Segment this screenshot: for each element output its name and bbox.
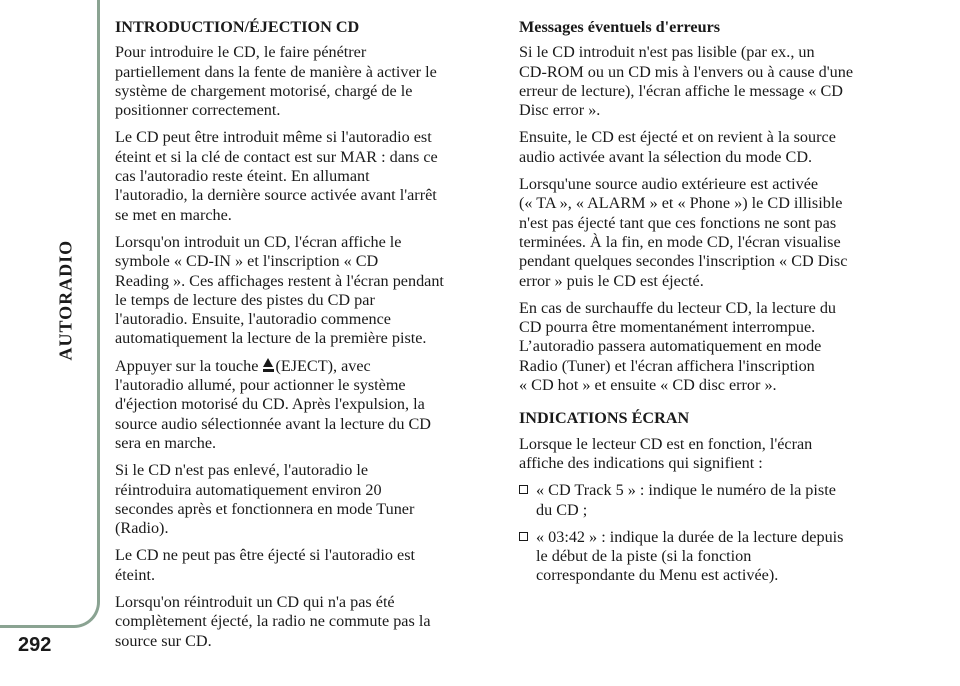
- eject-icon: [263, 358, 274, 372]
- right-column: [519, 18, 919, 594]
- page-number: 292: [18, 634, 52, 656]
- text-line: d'éjection motorisé du CD. Après l'expulsion, la: [115, 395, 425, 414]
- text-line: le temps de lecture des pistes du CD par: [115, 290, 375, 309]
- text-line: affiche des indications qui signifient :: [519, 453, 763, 472]
- text-line: du CD ;: [536, 500, 588, 519]
- paragraph-external-source: [519, 175, 919, 291]
- section-label: AUTORADIO: [55, 239, 76, 361]
- text-line: Radio (Tuner) et l'écran affichera l'inscription: [519, 356, 815, 375]
- paragraph-insert-cd: [115, 43, 510, 120]
- text-line: Si le CD introduit n'est pas lisible (par ex., un: [519, 43, 815, 62]
- paragraph-unreadable-cd: [519, 43, 919, 120]
- text-line: (Radio).: [115, 519, 169, 538]
- text-line: correspondante du Menu est activée).: [536, 566, 779, 585]
- text-line: erreur de lecture), l'écran affiche le message « CD: [519, 81, 843, 100]
- text-line: « CD hot » et ensuite « CD disc error ».: [519, 376, 777, 395]
- text-line: « 03:42 » : indique la durée de la lecture depuis: [536, 527, 844, 546]
- text-line: n'est pas éjecté tant que ces fonctions ne sont pas: [519, 213, 837, 232]
- paragraph-overheat: [519, 299, 919, 395]
- text-line: éteint et si la clé de contact est sur MAR : dans ce: [115, 147, 438, 166]
- text-line: automatiquement la lecture de la première piste.: [115, 329, 427, 348]
- text-line: l'autoradio. Ensuite, l'autoradio commence: [115, 310, 391, 329]
- text-line: complètement éjecté, la radio ne commute pas la: [115, 612, 431, 631]
- text-line: error » puis le CD est éjecté.: [519, 271, 704, 290]
- text-line: réintroduira automatiquement environ 20: [115, 480, 382, 499]
- text-line: l'autoradio, la dernière source activée avant l'arrêt: [115, 186, 437, 205]
- text-line: Le CD ne peut pas être éjecté si l'autoradio est: [115, 546, 416, 565]
- checkbox-bullet-icon: [519, 485, 528, 494]
- text-line: terminées. À la fin, en mode CD, l'écran visualise: [519, 232, 841, 251]
- text-line: CD-ROM ou un CD mis à l'envers ou à cause d'une: [519, 62, 854, 81]
- text-line: Disc error ».: [519, 101, 601, 120]
- paragraph-cd-off: [115, 128, 510, 224]
- text-line: pendant quelques secondes l'inscription « CD Disc: [519, 252, 848, 271]
- heading-display-indications: INDICATIONS ÉCRAN: [519, 409, 690, 428]
- paragraph-ejected-return: [519, 128, 919, 167]
- text-line: Si le CD n'est pas enlevé, l'autoradio le: [115, 461, 369, 480]
- left-column: [115, 18, 510, 659]
- text-line: Reading ». Ces affichages restent à l'écran pendant: [115, 271, 444, 290]
- text-line: le début de la piste (si la fonction: [536, 547, 752, 566]
- paragraph-cd-in-display: [115, 233, 510, 349]
- text-line: Ensuite, le CD est éjecté et on revient à la source: [519, 128, 836, 147]
- text-line: symbole « CD-IN » et l'inscription « CD: [115, 252, 379, 271]
- text-line: secondes après et fonctionnera en mode Tuner: [115, 499, 415, 518]
- text-line: l'autoradio allumé, pour actionner le système: [115, 376, 406, 395]
- paragraph-display-intro: [519, 435, 919, 474]
- text-line: [115, 357, 510, 376]
- text-line: source sur CD.: [115, 631, 212, 650]
- text-line: se met en marche.: [115, 205, 232, 224]
- text-line: source audio sélectionnée avant la lecture du CD: [115, 414, 431, 433]
- text-line: sera en marche.: [115, 433, 217, 452]
- list-item: [519, 528, 919, 586]
- text-line: « CD Track 5 » : indique le numéro de la piste: [536, 481, 836, 500]
- text-line: partiellement dans la fente de manière à activer le: [115, 62, 437, 81]
- section-tab: [0, 0, 100, 628]
- text-line: positionner correctement.: [115, 101, 281, 120]
- text-line: système de chargement motorisé, chargé de le: [115, 81, 413, 100]
- text-line: (« TA », « ALARM » et « Phone ») le CD illisible: [519, 194, 843, 213]
- paragraph-eject: [115, 357, 510, 453]
- heading-error-messages: Messages éventuels d'erreurs: [519, 18, 721, 36]
- paragraph-partial-eject: [115, 593, 510, 651]
- text-line: Lorsqu'on réintroduit un CD qui n'a pas été: [115, 593, 395, 612]
- text-line: Lorsqu'une source audio extérieure est activée: [519, 175, 819, 194]
- eject-text-before: Appuyer sur la touche: [115, 356, 263, 375]
- checkbox-bullet-icon: [519, 532, 528, 541]
- heading-introduction-ejection: INTRODUCTION/ÉJECTION CD: [115, 18, 360, 36]
- text-line: Lorsqu'on introduit un CD, l'écran affiche le: [115, 232, 402, 251]
- text-line: En cas de surchauffe du lecteur CD, la lecture du: [519, 298, 837, 317]
- text-line: Lorsque le lecteur CD est en fonction, l'écran: [519, 434, 813, 453]
- text-line: Le CD peut être introduit même si l'autoradio est: [115, 128, 432, 147]
- text-line: audio activée avant la sélection du mode CD.: [519, 147, 813, 166]
- paragraph-cannot-eject: [115, 546, 510, 585]
- text-line: éteint.: [115, 565, 156, 584]
- list-item: [519, 481, 919, 520]
- text-line: Pour introduire le CD, le faire pénétrer: [115, 43, 367, 62]
- eject-text-after: (EJECT), avec: [275, 356, 371, 375]
- text-line: CD pourra être momentanément interrompue.: [519, 318, 816, 337]
- text-line: cas l'autoradio reste éteint. En allumant: [115, 167, 370, 186]
- text-line: L’autoradio passera automatiquement en mode: [519, 337, 822, 356]
- paragraph-reinsert-auto: [115, 461, 510, 538]
